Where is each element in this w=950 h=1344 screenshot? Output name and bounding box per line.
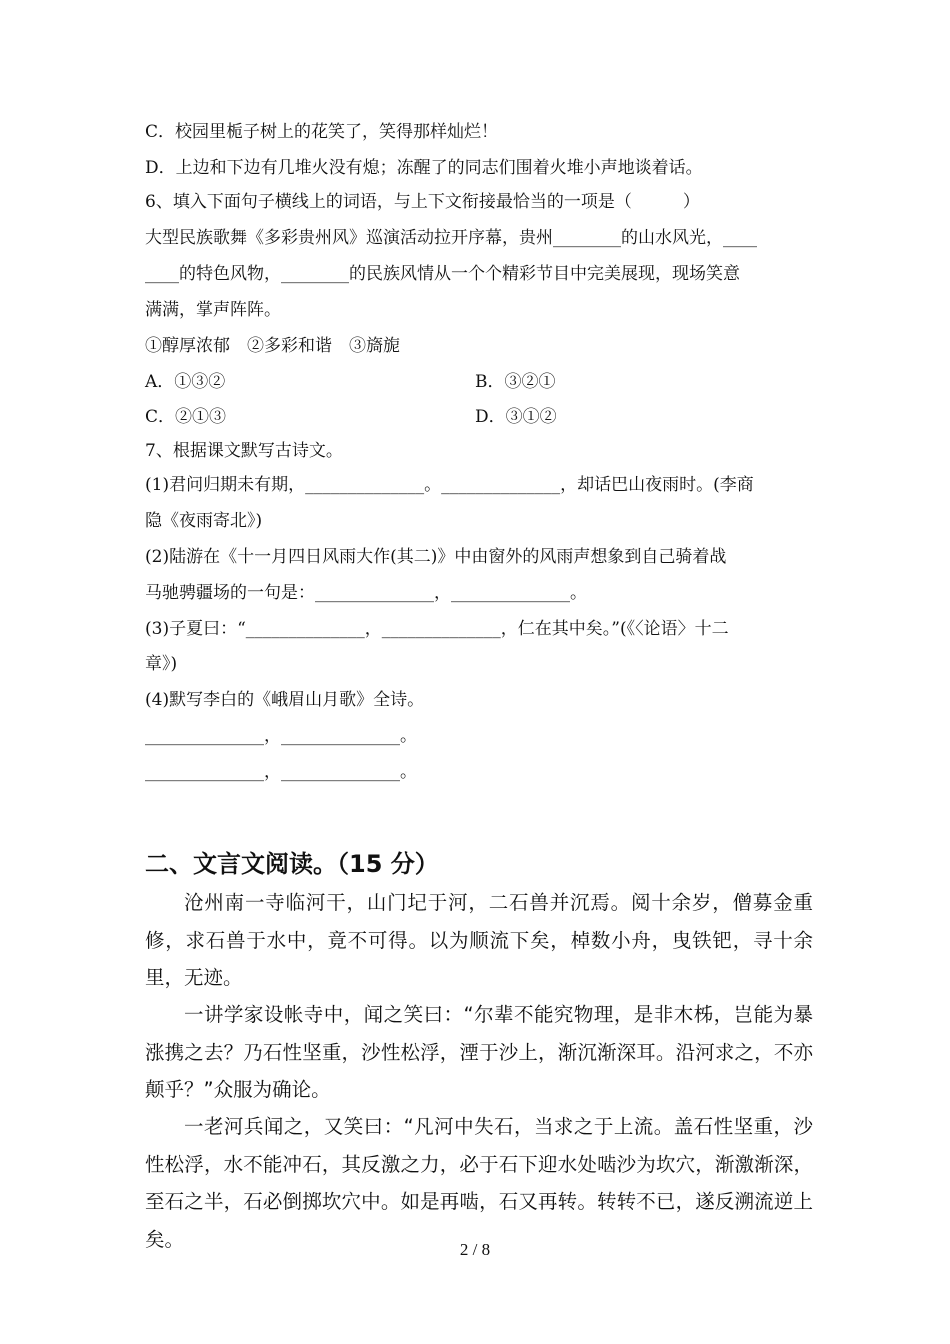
- question-7-3-line-1: (3)子夏曰：“______________，______________，仁在其中矣。”(《〈论语〉十二: [145, 619, 729, 639]
- passage-paragraph-2: 一讲学家设帐寺中，闻之笑曰：“尔辈不能究物理，是非木柹，岂能为暴涨携之去？乃石性坚重，沙性松浮，湮于沙上，渐沉渐深耳。沿河求之，不亦颠乎？”众服为确论。: [145, 1003, 813, 1101]
- question-7-1-line-2: 隐《夜雨寄北》): [145, 511, 263, 531]
- question-6-text-line-2: ____的特色风物，________的民族风情从一个个精彩节目中完美展现，现场笑意: [145, 264, 740, 284]
- answer-blank-line-1: ______________，______________。: [145, 726, 417, 746]
- passage-paragraph-1: 沧州南一寺临河干，山门圮于河，二石兽并沉焉。阅十余岁，僧募金重修，求石兽于水中，竟不可得。以为顺流下矣，棹数小舟，曳铁钯，寻十余里，无迹。: [145, 891, 813, 989]
- section-2-heading: 二、文言文阅读。（15 分）: [145, 850, 439, 878]
- choice-c: C．②①③: [145, 407, 227, 427]
- passage-paragraph-3: 一老河兵闻之，又笑曰：“凡河中失石，当求之于上流。盖石性坚重，沙性松浮，水不能冲石，其反激之力，必于石下迎水处啮沙为坎穴，渐激渐深，至石之半，石必倒掷坎穴中。如是再啮，石又再转。转转不已，遂反溯流逆上矣。: [145, 1115, 813, 1251]
- choice-b: B．③②①: [475, 372, 556, 392]
- question-7-1-line-1: (1)君问归期未有期，______________。______________，却话巴山夜雨时。(李商: [145, 475, 754, 495]
- question-7-4-title: (4)默写李白的《峨眉山月歌》全诗。: [145, 690, 425, 710]
- option-d-line: D．上边和下边有几堆火没有熄；冻醒了的同志们围着火堆小声地谈着话。: [145, 158, 703, 178]
- question-6-title: 6、填入下面句子横线上的词语，与上下文衔接最恰当的一项是（ ）: [145, 192, 700, 212]
- page-number: 2 / 8: [459, 1240, 491, 1259]
- question-6-text-line-3: 满满，掌声阵阵。: [145, 300, 281, 320]
- question-6-word-options: ①醇厚浓郁 ②多彩和谐 ③旖旎: [145, 336, 400, 356]
- option-c-line: C．校园里栀子树上的花笑了，笑得那样灿烂！: [145, 122, 499, 142]
- question-7-2-line-1: (2)陆游在《十一月四日风雨大作(其二)》中由窗外的风雨声想象到自己骑着战: [145, 547, 727, 567]
- choice-a: A．①③②: [145, 372, 226, 392]
- question-7-2-line-2: 马驰骋疆场的一句是：______________，______________。: [145, 583, 587, 603]
- question-7-title: 7、根据课文默写古诗文。: [145, 441, 343, 461]
- answer-blank-line-2: ______________，______________。: [145, 762, 417, 782]
- question-7-3-line-2: 章》): [145, 654, 178, 674]
- question-6-text-line-1: 大型民族歌舞《多彩贵州风》巡演活动拉开序幕，贵州________的山水风光，____: [145, 228, 757, 248]
- choice-d: D．③①②: [475, 407, 557, 427]
